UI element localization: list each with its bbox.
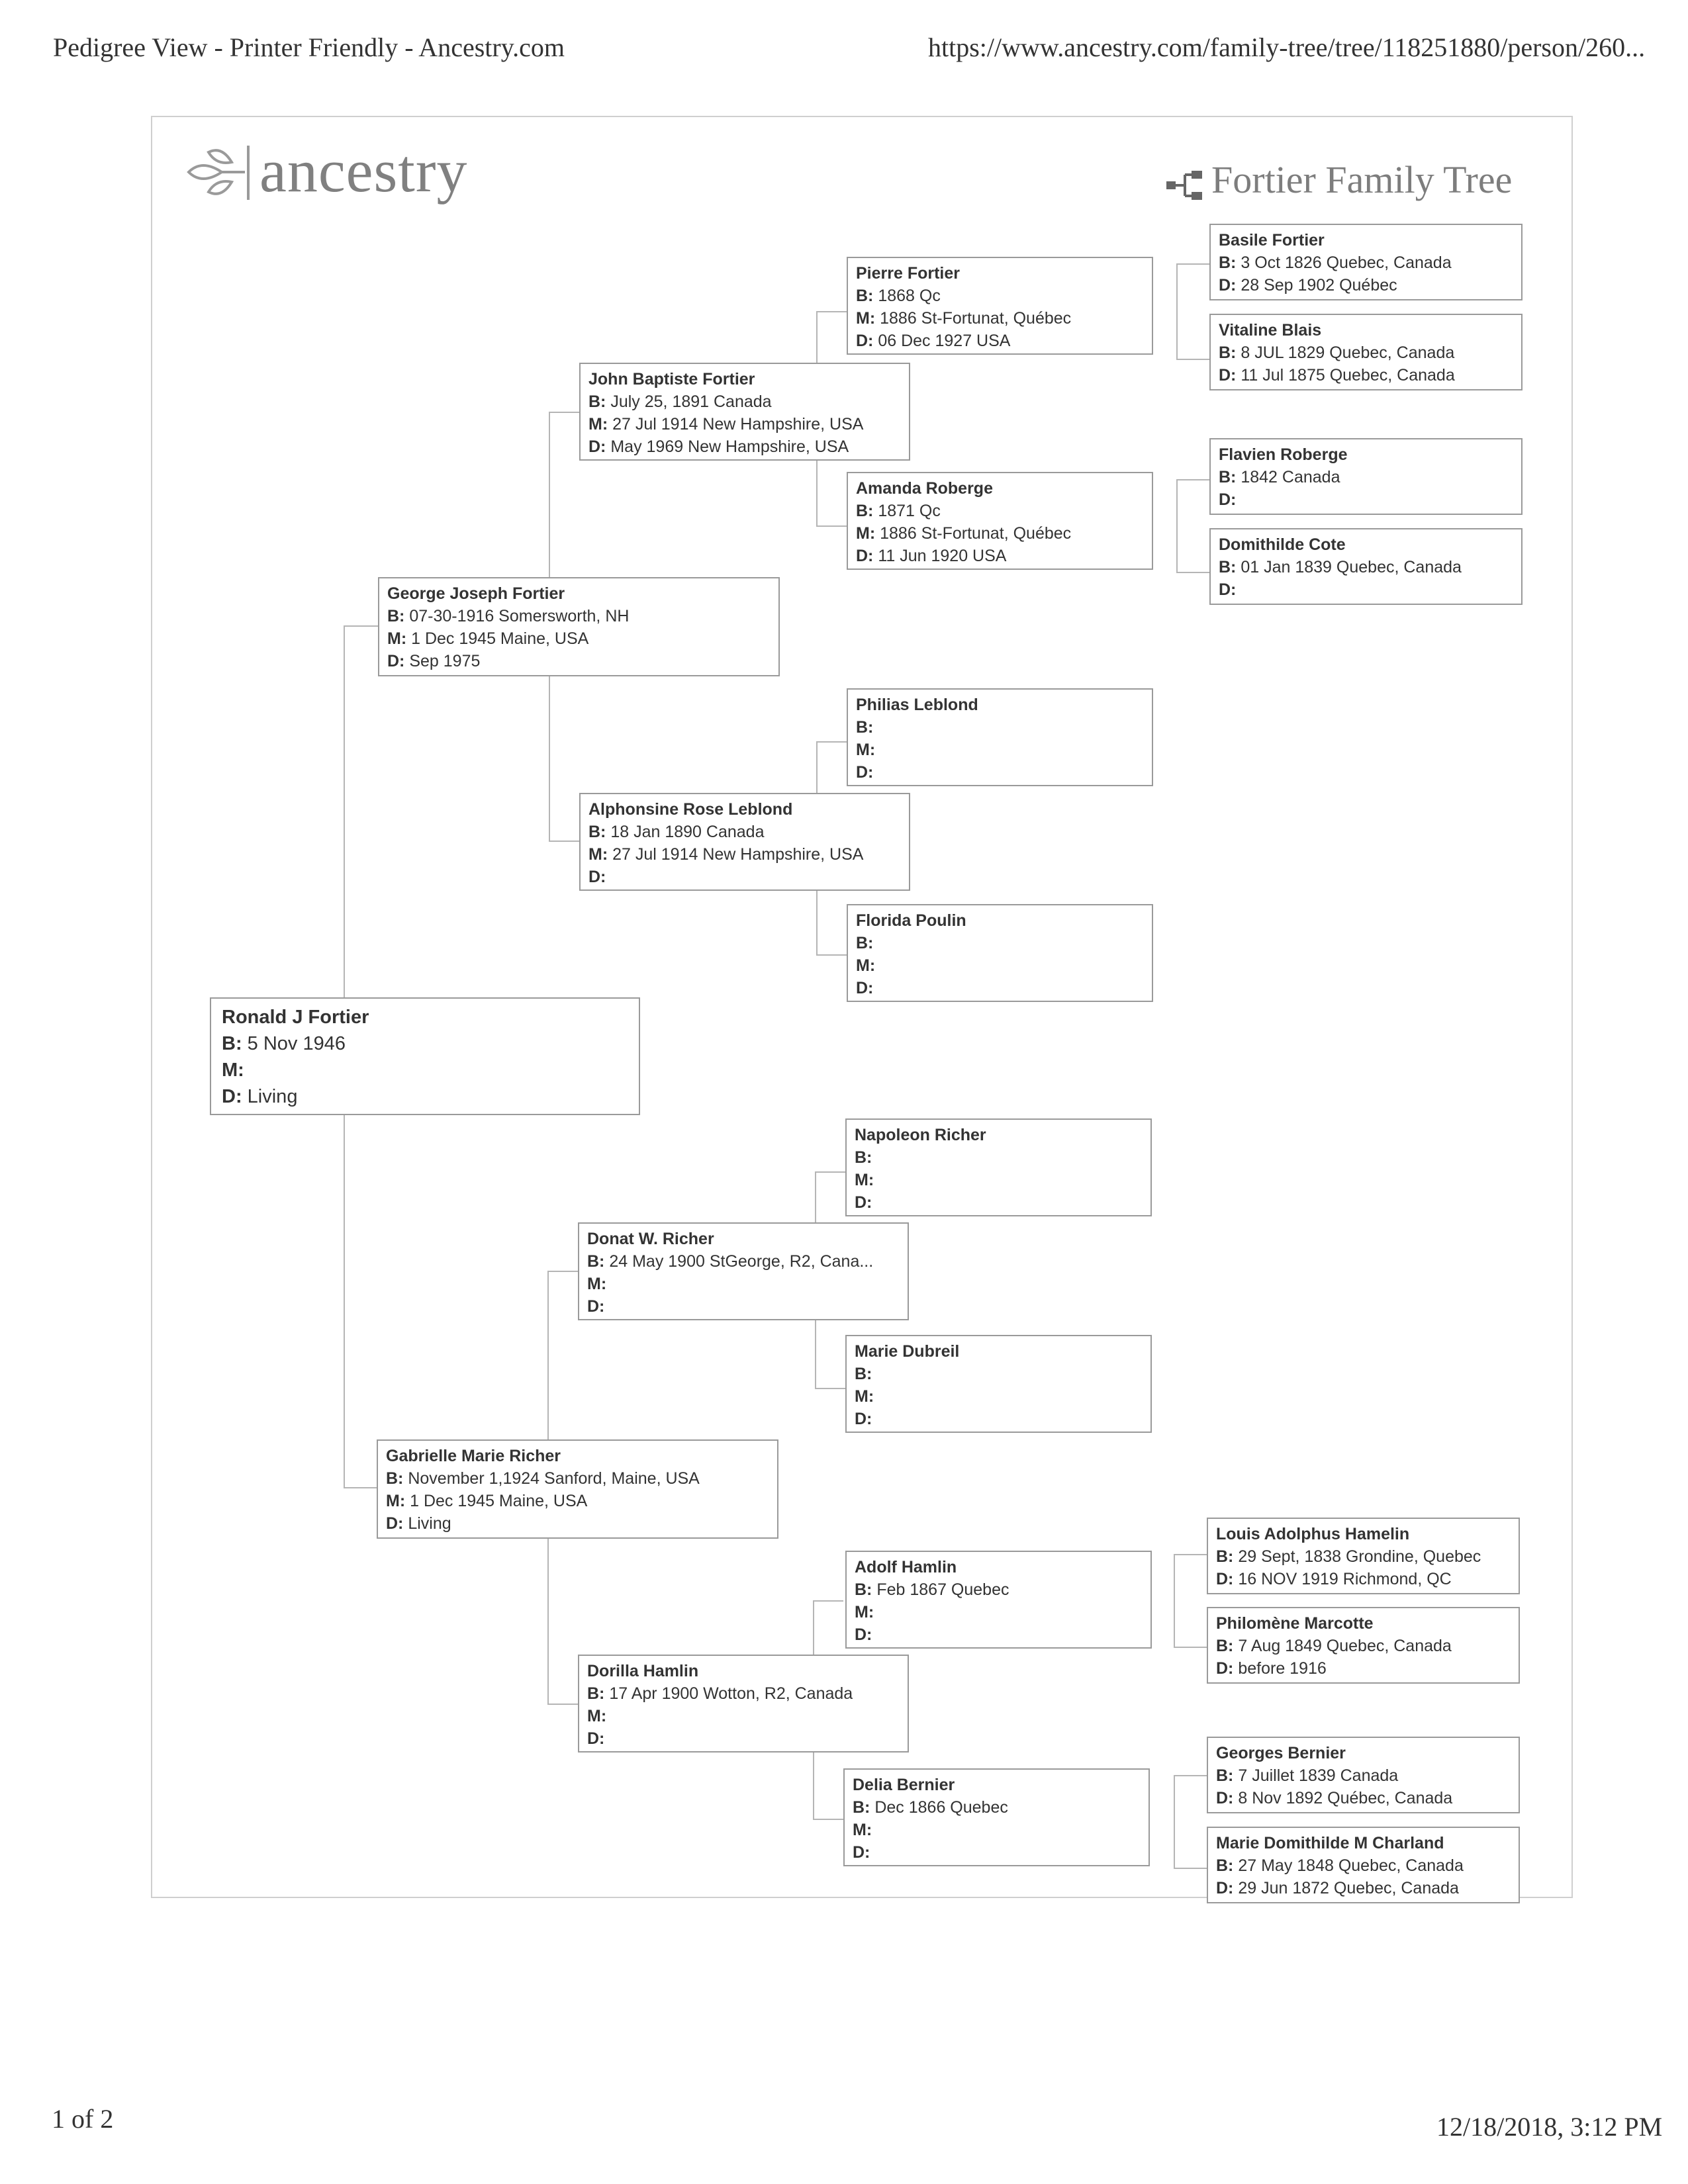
person-name: Donat W. Richer: [587, 1230, 714, 1248]
connector-line: [1176, 359, 1209, 360]
connector-line: [1174, 1554, 1207, 1555]
person-card-paternal-grandfather[interactable]: John Baptiste Fortier B: July 25, 1891 Canada M: 27 Jul 1914 New Hampshire, USA D: May 1969 New Hampshire, USA: [579, 363, 910, 461]
person-name: Marie Dubreil: [855, 1342, 960, 1361]
person-card-mother[interactable]: Gabrielle Marie Richer B: November 1,1924 Sanford, Maine, USA M: 1 Dec 1945 Maine, USA D: Living: [377, 1439, 778, 1539]
death-info: 11 Jul 1875 Quebec, Canada: [1241, 366, 1455, 385]
person-card-louis-adolphus-hamelin[interactable]: Louis Adolphus Hamelin B: 29 Sept, 1838 Grondine, Quebec D: 16 NOV 1919 Richmond, QC: [1207, 1518, 1520, 1594]
print-timestamp: 12/18/2018, 3:12 PM: [1436, 2112, 1663, 2142]
connector-line: [815, 1388, 845, 1389]
person-card-pierre-fortier[interactable]: Pierre Fortier B: 1868 Qc M: 1886 St-Fortunat, Québec D: 06 Dec 1927 USA: [847, 257, 1153, 355]
person-card-philomene-marcotte[interactable]: Philomène Marcotte B: 7 Aug 1849 Quebec, Canada D: before 1916: [1207, 1607, 1520, 1684]
connector-line: [813, 1819, 843, 1820]
person-name: Flavien Roberge: [1219, 445, 1348, 464]
connector-line: [549, 841, 579, 842]
connector-line: [816, 525, 847, 527]
death-info: Sep 1975: [409, 652, 481, 670]
death-info: May 1969 New Hampshire, USA: [610, 437, 849, 456]
death-info: Living: [408, 1514, 451, 1533]
print-url: https://www.ancestry.com/family-tree/tree/118251880/person/260...: [928, 32, 1646, 62]
person-card-basile-fortier[interactable]: Basile Fortier B: 3 Oct 1826 Quebec, Canada D: 28 Sep 1902 Québec: [1209, 224, 1523, 300]
connector-line: [1174, 1775, 1207, 1776]
connector-line: [1174, 1647, 1207, 1648]
birth-info: 01 Jan 1839 Quebec, Canada: [1241, 558, 1462, 576]
birth-info: 27 May 1848 Quebec, Canada: [1238, 1856, 1464, 1875]
connector-line: [549, 412, 579, 413]
person-name: Amanda Roberge: [856, 479, 993, 498]
death-info: 06 Dec 1927 USA: [878, 332, 1011, 350]
connector-line: [344, 625, 378, 627]
connector-line: [1174, 1868, 1207, 1869]
birth-info: 1868 Qc: [878, 287, 941, 305]
person-name: Domithilde Cote: [1219, 535, 1346, 554]
person-name: Louis Adolphus Hamelin: [1216, 1525, 1410, 1543]
birth-info: 5 Nov 1946: [247, 1033, 346, 1054]
person-name: Gabrielle Marie Richer: [386, 1447, 561, 1465]
birth-info: 17 Apr 1900 Wotton, R2, Canada: [609, 1684, 853, 1703]
ancestry-leaf-icon: [182, 139, 252, 205]
person-card-marie-dubreil[interactable]: Marie Dubreil B: M: D:: [845, 1335, 1152, 1433]
tree-title[interactable]: Fortier Family Tree: [1211, 158, 1513, 201]
connector-line: [1176, 263, 1178, 359]
person-name: Philias Leblond: [856, 696, 978, 714]
birth-info: Feb 1867 Quebec: [876, 1580, 1009, 1599]
person-name: Dorilla Hamlin: [587, 1662, 699, 1680]
birth-info: November 1,1924 Sanford, Maine, USA: [408, 1469, 700, 1488]
birth-info: 18 Jan 1890 Canada: [610, 823, 765, 841]
birth-info: 1842 Canada: [1241, 468, 1340, 486]
person-name: George Joseph Fortier: [387, 584, 565, 603]
connector-line: [815, 1171, 845, 1173]
marriage-info: 27 Jul 1914 New Hampshire, USA: [612, 845, 864, 864]
connector-line: [1174, 1775, 1175, 1868]
person-card-vitaline-blais[interactable]: Vitaline Blais B: 8 JUL 1829 Quebec, Canada D: 11 Jul 1875 Quebec, Canada: [1209, 314, 1523, 390]
birth-info: 24 May 1900 StGeorge, R2, Cana...: [609, 1252, 874, 1271]
connector-line: [813, 1600, 843, 1602]
death-info: before 1916: [1238, 1659, 1327, 1678]
person-card-georges-bernier[interactable]: Georges Bernier B: 7 Juillet 1839 Canada D: 8 Nov 1892 Québec, Canada: [1207, 1737, 1520, 1813]
birth-info: 8 JUL 1829 Quebec, Canada: [1241, 343, 1455, 362]
marriage-info: 1 Dec 1945 Maine, USA: [411, 629, 589, 648]
birth-info: 3 Oct 1826 Quebec, Canada: [1241, 253, 1452, 272]
death-info: 28 Sep 1902 Québec: [1241, 276, 1397, 295]
connector-line: [816, 741, 847, 743]
person-card-adolf-hamlin[interactable]: Adolf Hamlin B: Feb 1867 Quebec M: D:: [845, 1551, 1152, 1649]
person-name: Alphonsine Rose Leblond: [588, 800, 793, 819]
person-name: Georges Bernier: [1216, 1744, 1346, 1762]
person-card-father[interactable]: George Joseph Fortier B: 07-30-1916 Somersworth, NH M: 1 Dec 1945 Maine, USA D: Sep 1975: [378, 577, 780, 676]
connector-line: [1176, 572, 1209, 573]
death-info: 16 NOV 1919 Richmond, QC: [1238, 1570, 1452, 1588]
person-card-maternal-grandfather[interactable]: Donat W. Richer B: 24 May 1900 StGeorge, R2, Cana... M: D:: [578, 1222, 909, 1320]
person-name: Pierre Fortier: [856, 264, 961, 283]
person-card-flavien-roberge[interactable]: Flavien Roberge B: 1842 Canada D:: [1209, 438, 1523, 515]
death-info: 8 Nov 1892 Québec, Canada: [1238, 1789, 1453, 1807]
marriage-info: 1 Dec 1945 Maine, USA: [410, 1492, 588, 1510]
birth-info: 07-30-1916 Somersworth, NH: [409, 607, 630, 625]
ancestry-logo: ancestry: [259, 137, 468, 205]
person-name: Delia Bernier: [853, 1776, 955, 1794]
connector-line: [816, 311, 847, 312]
death-info: 29 Jun 1872 Quebec, Canada: [1238, 1879, 1459, 1897]
connector-line: [547, 1271, 578, 1272]
person-name: John Baptiste Fortier: [588, 370, 755, 388]
person-card-marie-domithilde-charland[interactable]: Marie Domithilde M Charland B: 27 May 1848 Quebec, Canada D: 29 Jun 1872 Quebec, Canada: [1207, 1827, 1520, 1903]
person-name: Florida Poulin: [856, 911, 966, 930]
person-card-delia-bernier[interactable]: Delia Bernier B: Dec 1866 Quebec M: D:: [843, 1768, 1150, 1866]
marriage-info: 1886 St-Fortunat, Québec: [880, 524, 1072, 543]
person-card-paternal-grandmother[interactable]: Alphonsine Rose Leblond B: 18 Jan 1890 Canada M: 27 Jul 1914 New Hampshire, USA D:: [579, 793, 910, 891]
person-name: Ronald J Fortier: [222, 1007, 369, 1028]
person-card-root[interactable]: Ronald J Fortier B: 5 Nov 1946 M: D: Living: [210, 997, 640, 1115]
person-card-maternal-grandmother[interactable]: Dorilla Hamlin B: 17 Apr 1900 Wotton, R2, Canada M: D:: [578, 1655, 909, 1752]
person-name: Basile Fortier: [1219, 231, 1325, 250]
birth-info: 7 Aug 1849 Quebec, Canada: [1238, 1637, 1452, 1655]
print-page-number: 1 of 2: [52, 2104, 114, 2134]
person-name: Marie Domithilde M Charland: [1216, 1834, 1444, 1852]
death-info: Living: [247, 1086, 298, 1107]
person-name: Philomène Marcotte: [1216, 1614, 1374, 1633]
person-name: Vitaline Blais: [1219, 321, 1322, 340]
death-info: 11 Jun 1920 USA: [878, 547, 1007, 565]
person-card-domithilde-cote[interactable]: Domithilde Cote B: 01 Jan 1839 Quebec, Canada D:: [1209, 528, 1523, 605]
connector-line: [344, 1487, 377, 1488]
birth-info: Dec 1866 Quebec: [874, 1798, 1008, 1817]
marriage-info: 1886 St-Fortunat, Québec: [880, 309, 1072, 328]
connector-line: [547, 1704, 578, 1705]
connector-line: [1176, 479, 1209, 480]
birth-info: July 25, 1891 Canada: [610, 392, 772, 411]
birth-info: 29 Sept, 1838 Grondine, Quebec: [1238, 1547, 1481, 1566]
person-name: Adolf Hamlin: [855, 1558, 957, 1576]
pedigree-tree-icon: [1166, 169, 1203, 201]
connector-line: [1174, 1554, 1175, 1647]
print-page-title: Pedigree View - Printer Friendly - Ancestry.com: [53, 32, 565, 62]
person-card-napoleon-richer[interactable]: Napoleon Richer B: M: D:: [845, 1118, 1152, 1216]
marriage-info: 27 Jul 1914 New Hampshire, USA: [612, 415, 864, 433]
connector-line: [1176, 479, 1178, 572]
connector-line: [816, 954, 847, 956]
person-card-florida-poulin[interactable]: Florida Poulin B: M: D:: [847, 904, 1153, 1002]
person-card-philias-leblond[interactable]: Philias Leblond B: M: D:: [847, 688, 1153, 786]
birth-info: 7 Juillet 1839 Canada: [1238, 1766, 1399, 1785]
connector-line: [1176, 263, 1209, 265]
person-card-amanda-roberge[interactable]: Amanda Roberge B: 1871 Qc M: 1886 St-Fortunat, Québec D: 11 Jun 1920 USA: [847, 472, 1153, 570]
person-name: Napoleon Richer: [855, 1126, 986, 1144]
birth-info: 1871 Qc: [878, 502, 941, 520]
